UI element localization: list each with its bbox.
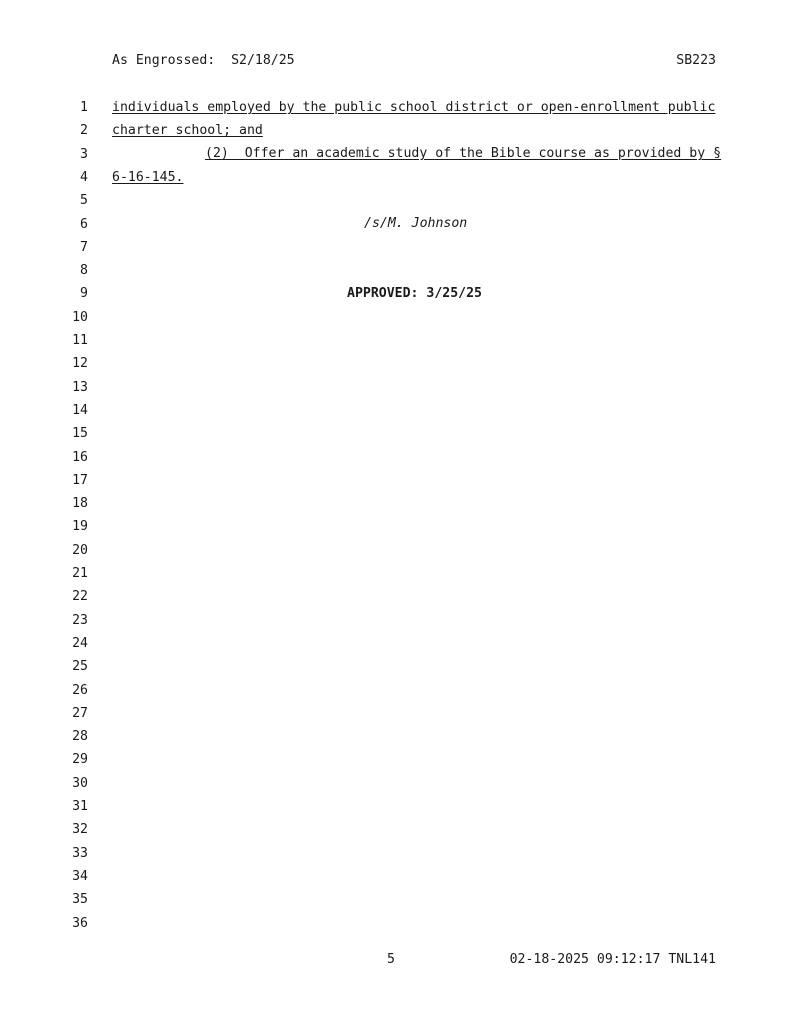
line-number: 28 (72, 729, 88, 745)
line-number: 35 (72, 892, 88, 908)
line-number: 6 (80, 216, 88, 232)
line-number: 2 (80, 123, 88, 139)
approved-stamp: APPROVED: 3/25/25 (347, 286, 482, 301)
line-number: 16 (72, 449, 88, 465)
body-line-4: 6-16-145. (112, 170, 184, 185)
line-number: 15 (72, 426, 88, 442)
line-number: 12 (72, 356, 88, 372)
line-number: 23 (72, 612, 88, 628)
line-number: 32 (72, 822, 88, 838)
body-line-3: (2) Offer an academic study of the Bible course as provided by § (205, 146, 722, 161)
body-line-1: individuals employed by the public school district or open-enrollment public (112, 100, 716, 115)
line-number: 33 (72, 845, 88, 861)
signature: /s/M. Johnson (364, 216, 468, 231)
line-number: 30 (72, 775, 88, 791)
line-number: 25 (72, 659, 88, 675)
line-number: 21 (72, 566, 88, 581)
line-number: 31 (72, 799, 88, 814)
line-number: 34 (72, 868, 88, 884)
line-number: 24 (72, 635, 88, 651)
line-number: 8 (80, 263, 88, 279)
line-number: 7 (80, 239, 88, 255)
page-number: 5 (387, 952, 395, 967)
line-number: 1 (80, 100, 88, 115)
line-number: 5 (80, 193, 88, 209)
header-right: SB223 (676, 53, 716, 68)
line-number: 27 (72, 705, 88, 721)
line-number: 11 (72, 333, 88, 348)
line-number: 36 (72, 915, 88, 931)
line-number: 17 (72, 472, 88, 488)
line-number: 10 (72, 309, 88, 325)
body-line-2: charter school; and (112, 123, 263, 138)
header-left: As Engrossed: S2/18/25 (112, 53, 295, 68)
footer-stamp: 02-18-2025 09:12:17 TNL141 (509, 952, 716, 967)
line-number: 3 (80, 146, 88, 162)
line-number: 18 (72, 496, 88, 512)
line-number: 4 (80, 169, 88, 185)
line-number: 26 (72, 682, 88, 698)
line-number: 9 (80, 286, 88, 302)
line-number: 14 (72, 402, 88, 418)
line-number: 20 (72, 542, 88, 558)
line-number: 19 (72, 519, 88, 535)
line-number: 13 (72, 379, 88, 395)
line-number: 29 (72, 752, 88, 768)
line-number: 22 (72, 589, 88, 605)
